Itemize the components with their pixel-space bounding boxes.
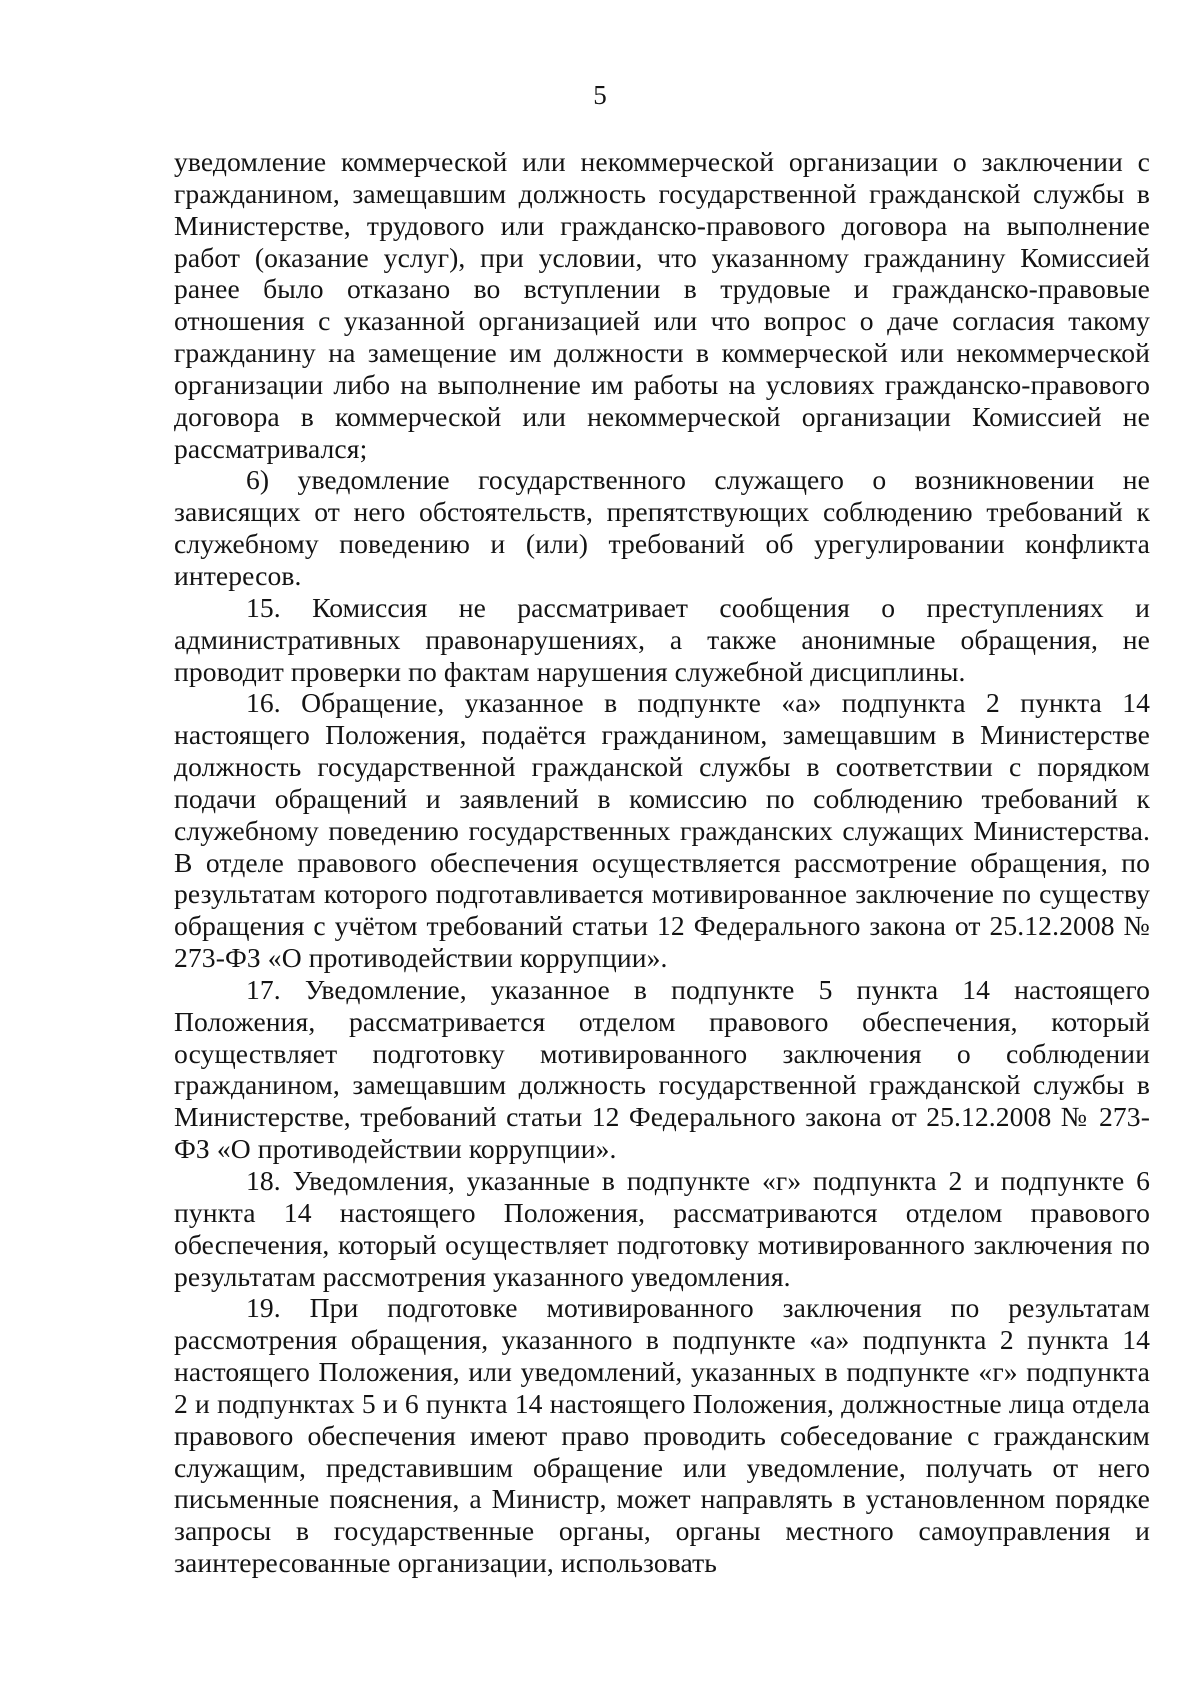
paragraph-item-6: 6) уведомление государственного служащего о возникновении не зависящих от него обстоятельств, препятствующих соблюдению требований к служебному поведению и (или) требований об урегулировании конфликта интересов. [174,464,1150,591]
page-number: 5 [593,80,607,110]
paragraph-18: 18. Уведомления, указанные в подпункте «г» подпункта 2 и подпункте 6 пункта 14 настоящего Положения, рассматриваются отделом правового обеспечения, который осуществляет подготовку мотивированного заключения по результатам рассмотрения указанного уведомления. [174,1165,1150,1292]
paragraph-15: 15. Комиссия не рассматривает сообщения о преступлениях и административных правонарушениях, а также анонимные обращения, не проводит проверки по фактам нарушения служебной дисциплины. [174,591,1150,687]
document-body [174,146,1150,1579]
paragraph-continuation: уведомление коммерческой или некоммерческой организации о заключении с гражданином, замещавшим должность государственной гражданской службы в Министерстве, трудового или гражданско-правового договора на выполнение работ (оказание услуг), при условии, что указанному гражданину Комиссией ранее было отказано во вступлении в трудовые и гражданско-правовые отношения с указанной организацией или что вопрос о даче согласия такому гражданину на замещение им должности в коммерческой или некоммерческой организации либо на выполнение им работы на условиях гражданско-правового договора в коммерческой или некоммерческой организации Комиссией не рассматривался; [174,146,1150,464]
paragraph-19: 19. При подготовке мотивированного заключения по результатам рассмотрения обращения, указанного в подпункте «а» подпункта 2 пункта 14 настоящего Положения, или уведомлений, указанных в подпункте «г» подпункта 2 и подпунктах 5 и 6 пункта 14 настоящего Положения, должностные лица отдела правового обеспечения имеют право проводить собеседование с гражданским служащим, представившим обращение или уведомление, получать от него письменные пояснения, а Министр, может направлять в установленном порядке запросы в государственные органы, органы местного самоуправления и заинтересованные организации, использовать [174,1292,1150,1579]
paragraph-16: 16. Обращение, указанное в подпункте «а» подпункта 2 пункта 14 настоящего Положения, подаётся гражданином, замещавшим в Министерстве должность государственной гражданской службы в соответствии с порядком подачи обращений и заявлений в комиссию по соблюдению требований к служебному поведению государственных гражданских служащих Министерства. В отделе правового обеспечения осуществляется рассмотрение обращения, по результатам которого подготавливается мотивированное заключение по существу обращения с учётом требований статьи 12 Федерального закона от 25.12.2008 № 273-ФЗ «О противодействии коррупции». [174,687,1150,974]
paragraph-17: 17. Уведомление, указанное в подпункте 5 пункта 14 настоящего Положения, рассматривается отделом правового обеспечения, который осуществляет подготовку мотивированного заключения о соблюдении гражданином, замещавшим должность государственной гражданской службы в Министерстве, требований статьи 12 Федерального закона от 25.12.2008 № 273-ФЗ «О противодействии коррупции». [174,973,1150,1165]
